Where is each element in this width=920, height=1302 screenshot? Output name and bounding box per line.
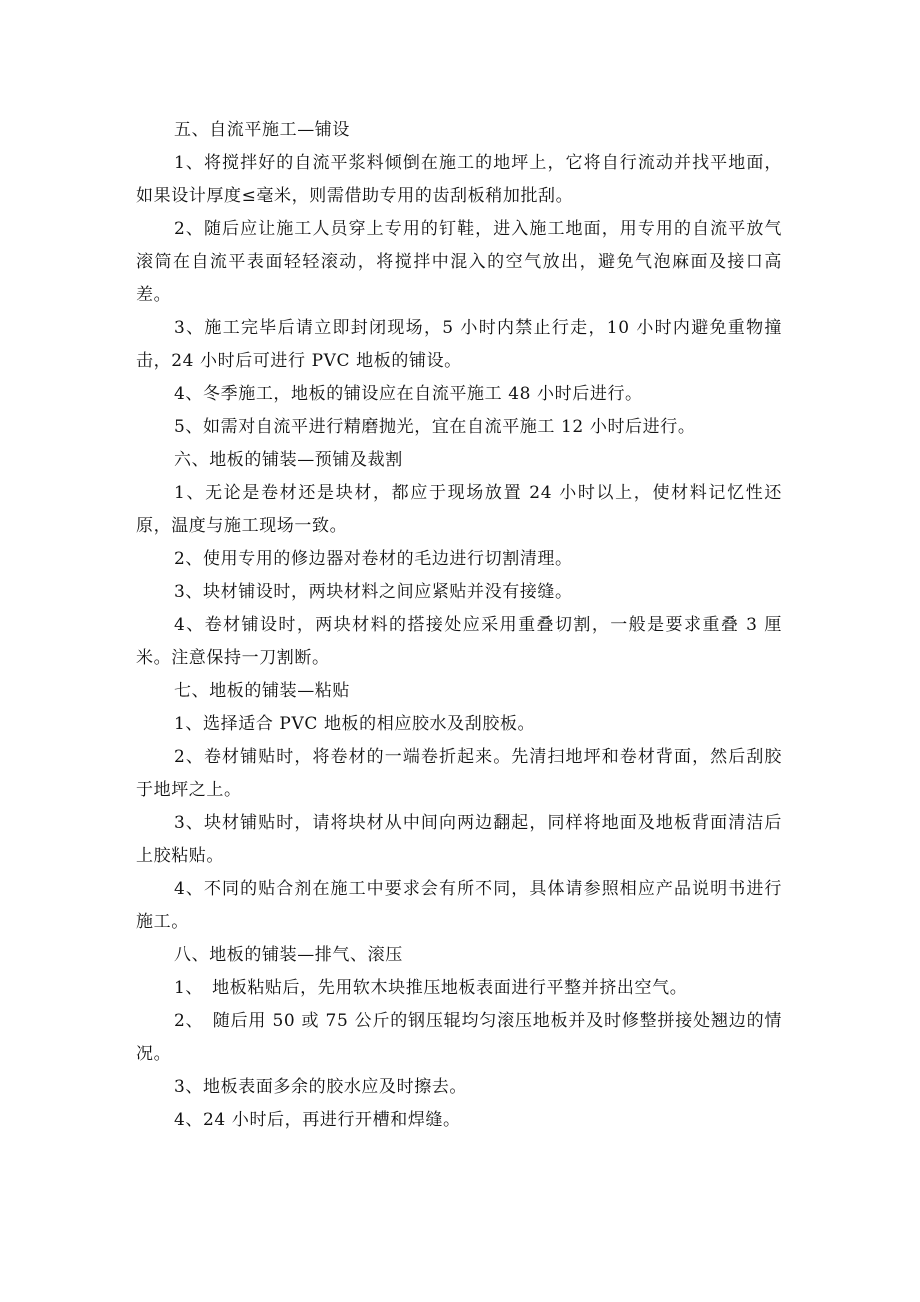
paragraph: 3、块材铺设时，两块材料之间应紧贴并没有接缝。 <box>174 582 573 602</box>
paragraph: 4、24 小时后，再进行开槽和焊缝。 <box>174 1110 461 1130</box>
paragraph: 2、卷材铺贴时，将卷材的一端卷折起来。先清扫地坪和卷材背面，然后刮胶于地坪之上。 <box>136 747 782 800</box>
paragraph: 1、无论是卷材还是块材，都应于现场放置 24 小时以上，使材料记忆性还原，温度与施工现场一致。 <box>136 483 782 536</box>
section-heading-6: 六、地板的铺装—预铺及裁割 <box>174 450 403 470</box>
paragraph: 4、卷材铺设时，两块材料的搭接处应采用重叠切割，一般是要求重叠 3 厘米。注意保持一刀割断。 <box>136 615 782 668</box>
section-heading-8: 八、地板的铺装—排气、滚压 <box>174 945 403 965</box>
document-body <box>136 114 782 1137</box>
paragraph: 1、选择适合 PVC 地板的相应胶水及刮胶板。 <box>174 714 536 734</box>
paragraph: 5、如需对自流平进行精磨抛光，宜在自流平施工 12 小时后进行。 <box>174 417 696 437</box>
paragraph: 2、随后应让施工人员穿上专用的钉鞋，进入施工地面，用专用的自流平放气滚筒在自流平表面轻轻滚动，将搅拌中混入的空气放出，避免气泡麻面及接口高差。 <box>136 219 782 305</box>
paragraph: 1、将搅拌好的自流平浆料倾倒在施工的地坪上，它将自行流动并找平地面，如果设计厚度≤毫米，则需借助专用的齿刮板稍加批刮。 <box>136 153 782 206</box>
paragraph: 3、地板表面多余的胶水应及时擦去。 <box>174 1077 468 1097</box>
paragraph: 2、 随后用 50 或 75 公斤的钢压辊均匀滚压地板并及时修整拼接处翘边的情况。 <box>136 1011 782 1064</box>
paragraph: 3、块材铺贴时，请将块材从中间向两边翻起，同样将地面及地板背面清洁后上胶粘贴。 <box>136 813 782 866</box>
paragraph: 4、冬季施工，地板的铺设应在自流平施工 48 小时后进行。 <box>174 384 643 404</box>
section-heading-7: 七、地板的铺装—粘贴 <box>174 681 350 701</box>
paragraph: 1、 地板粘贴后，先用软木块推压地板表面进行平整并挤出空气。 <box>174 978 688 998</box>
paragraph: 2、使用专用的修边器对卷材的毛边进行切割清理。 <box>174 549 573 569</box>
section-heading-5: 五、自流平施工—铺设 <box>174 120 350 140</box>
paragraph: 4、不同的贴合剂在施工中要求会有所不同，具体请参照相应产品说明书进行施工。 <box>136 879 782 932</box>
paragraph: 3、施工完毕后请立即封闭现场，5 小时内禁止行走，10 小时内避免重物撞击，24 小时后可进行 PVC 地板的铺设。 <box>136 318 782 371</box>
